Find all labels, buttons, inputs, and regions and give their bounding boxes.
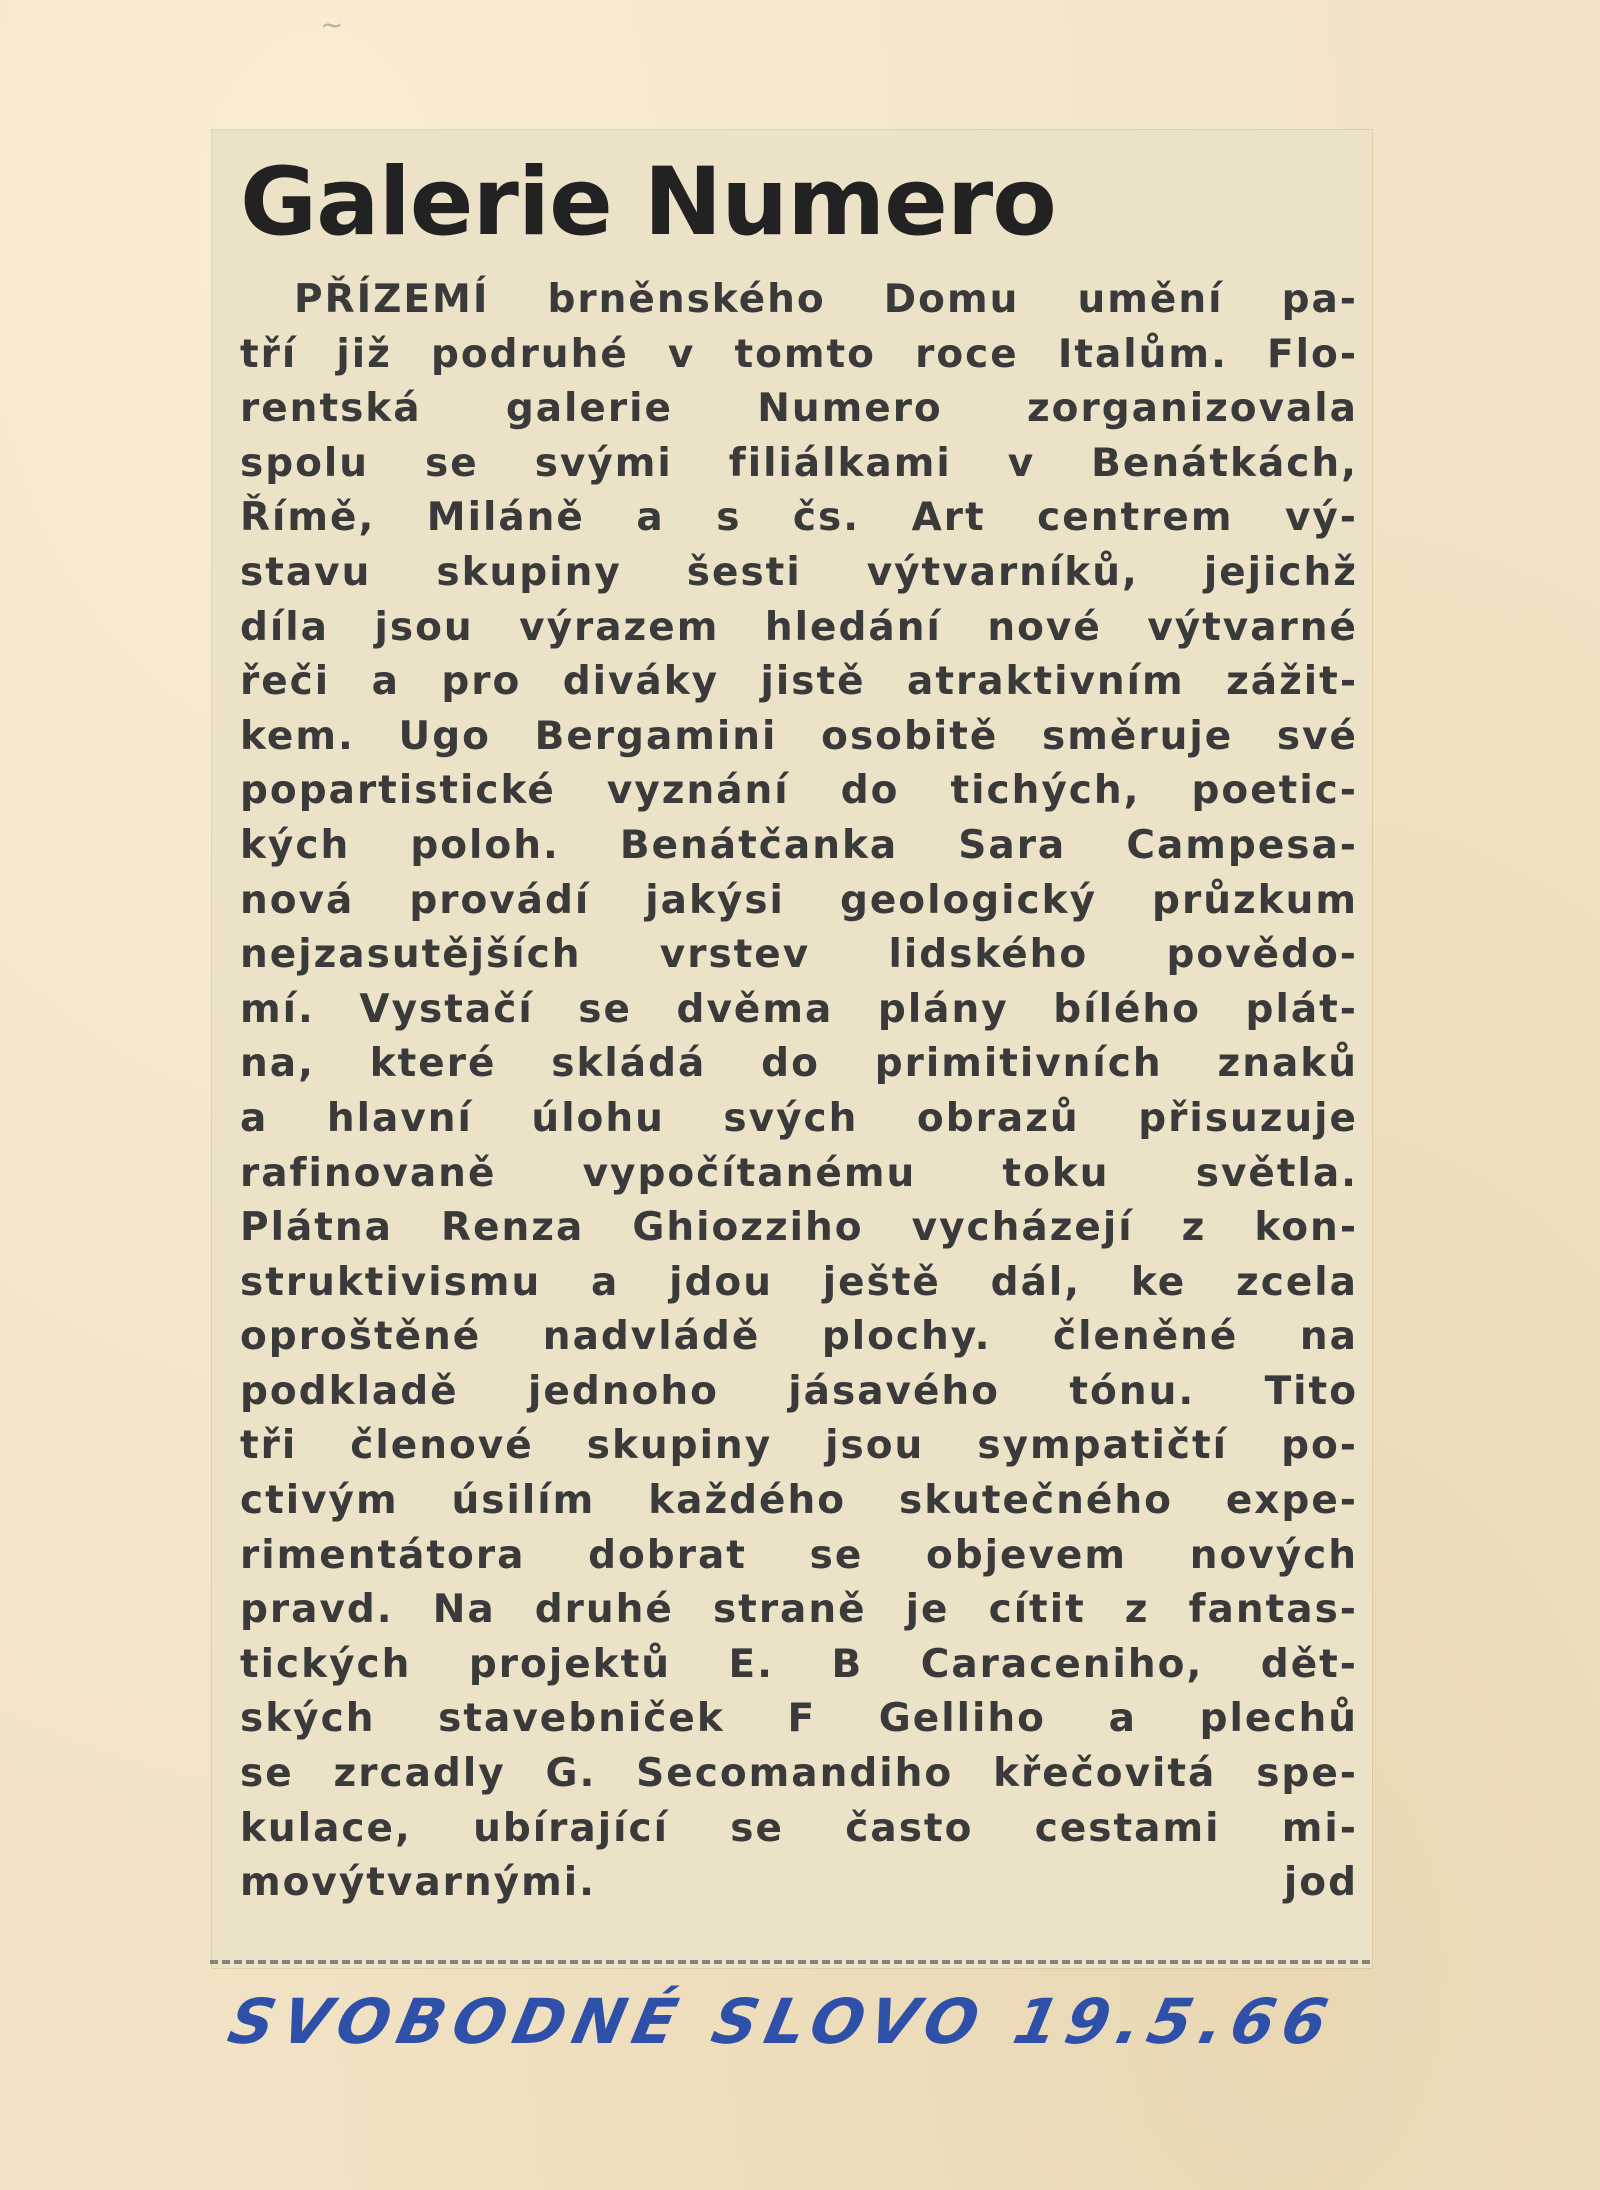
article-line: Plátna Renza Ghiozziho vycházejí z kon- <box>240 1205 1358 1251</box>
article-line: spolu se svými filiálkami v Benátkách, <box>240 440 1358 486</box>
article-line: PŘÍZEMÍ brněnského Domu umění pa- <box>294 277 1358 322</box>
article-line: nová provádí jakýsi geologický průzkum <box>240 877 1358 923</box>
headline: Galerie Numero <box>240 148 1056 257</box>
article-line: rafinovaně vypočítanému toku světla. <box>240 1150 1358 1196</box>
article-closing-text: movýtvarnými. <box>240 1860 596 1906</box>
article-line: ských stavebniček F Gelliho a plechů <box>240 1696 1358 1742</box>
article-line: ctivým úsilím každého skutečného expe- <box>240 1478 1358 1524</box>
article-line: rimentátora dobrat se objevem nových <box>240 1532 1358 1578</box>
article-line: Římě, Miláně a s čs. Art centrem vý- <box>240 495 1358 541</box>
handwritten-source-note: SVOBODNÉ SLOVO 19.5.66 <box>222 1985 1342 2058</box>
cut-line-divider <box>210 1960 1370 1970</box>
article-last-line <box>240 1856 1358 1911</box>
author-signature: jod <box>1283 1860 1358 1906</box>
article-line: rentská galerie Numero zorganizovala <box>240 386 1358 432</box>
article-line: tří již podruhé v tomto roce Italům. Flo- <box>240 331 1358 377</box>
article-line: tři členové skupiny jsou sympatičtí po- <box>240 1423 1358 1469</box>
pen-mark: ~ <box>320 8 344 41</box>
article-line: mí. Vystačí se dvěma plány bílého plát- <box>240 986 1358 1032</box>
article-line: kulace, ubírající se často cestami mi- <box>240 1805 1358 1851</box>
article-line: kem. Ugo Bergamini osobitě směruje své <box>240 713 1358 759</box>
article-line: se zrcadly G. Secomandiho křečovitá spe- <box>240 1751 1358 1797</box>
article-line: podkladě jednoho jásavého tónu. Tito <box>240 1368 1358 1414</box>
article-line: struktivismu a jdou ještě dál, ke zcela <box>240 1259 1358 1305</box>
article-line: pravd. Na druhé straně je cítit z fantas- <box>240 1587 1358 1633</box>
article-line: popartistické vyznání do tichých, poetic- <box>240 768 1358 814</box>
article-line: tických projektů E. B Caraceniho, dět- <box>240 1641 1358 1687</box>
article-line: na, které skládá do primitivních znaků <box>240 1041 1358 1087</box>
article-line: a hlavní úlohu svých obrazů přisuzuje <box>240 1095 1358 1141</box>
article-line: nejzasutějších vrstev lidského povědo- <box>240 932 1358 978</box>
article-line: oproštěné nadvládě plochy. členěné na <box>240 1314 1358 1360</box>
article-line: stavu skupiny šesti výtvarníků, jejichž <box>240 549 1358 595</box>
article-body <box>240 273 1358 1911</box>
article-line: díla jsou výrazem hledání nové výtvarné <box>240 604 1358 650</box>
newspaper-clipping <box>212 130 1372 1968</box>
article-line: řeči a pro diváky jistě atraktivním zážit- <box>240 659 1358 705</box>
article-line: kých poloh. Benátčanka Sara Campesa- <box>240 822 1358 868</box>
